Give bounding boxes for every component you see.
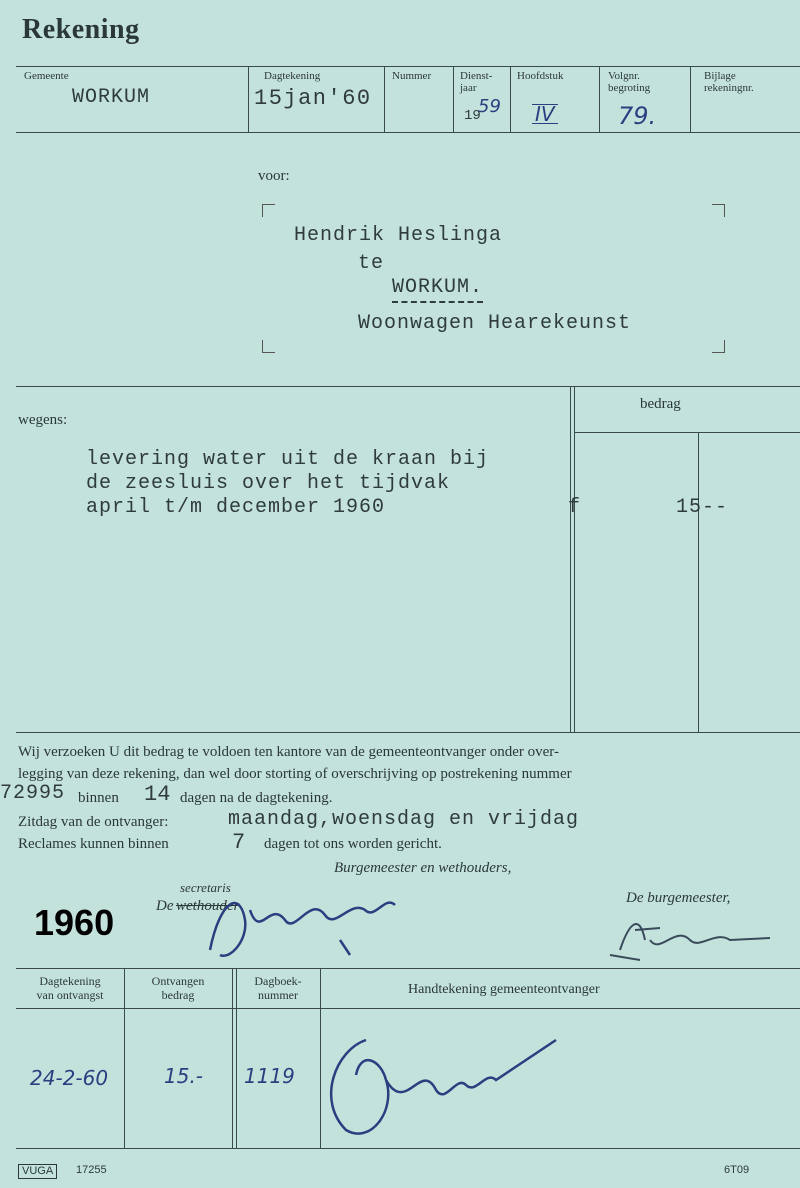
amount-value: 15--: [676, 496, 729, 519]
header-divider: [384, 66, 385, 132]
bijlage-label-2: rekeningnr.: [704, 82, 754, 94]
receipt-header-rule: [16, 1008, 800, 1009]
receipt-divider: [232, 968, 233, 1148]
volgnr-value: 79.: [618, 102, 657, 130]
dienstjaar-prefix: 19: [464, 108, 481, 124]
volgnr-label-2: begroting: [608, 82, 651, 94]
instructions-line-2: legging van deze rekening, dan wel door storting of overschrijving op postrekening nummer: [18, 766, 572, 782]
form-number: 17255: [76, 1164, 107, 1176]
receipt-divider: [124, 968, 125, 1148]
receipt-col3-line1: Dagboek-: [254, 974, 302, 988]
publisher-badge: VUGA: [18, 1164, 57, 1179]
wegens-top-rule: [16, 386, 800, 387]
recipient-te: te: [358, 252, 385, 275]
postrekening-number: 72995: [0, 782, 66, 805]
address-corner-bl: [262, 340, 275, 353]
receipt-col2-label: [126, 974, 230, 1002]
address-corner-br: [712, 340, 725, 353]
receipt-col2-line1: Ontvangen: [151, 974, 205, 988]
reclames-text: Reclames kunnen binnen: [18, 836, 169, 852]
gemeente-label: Gemeente: [24, 70, 69, 82]
instructions-line-1: Wij verzoeken U dit bedrag te voldoen ten kantore van de gemeenteontvanger onder over-: [18, 744, 559, 760]
bedrag-label: bedrag: [640, 396, 681, 412]
header-divider: [248, 66, 249, 132]
voor-label: voor:: [258, 168, 290, 184]
recipient-name: Hendrik Heslinga: [294, 224, 503, 247]
header-top-rule: [16, 66, 800, 67]
receipt-top-rule: [16, 968, 800, 969]
bedrag-column-left-inner: [574, 386, 575, 732]
ontvanger-signature: [316, 1020, 566, 1150]
address-corner-tl: [262, 204, 275, 217]
recipient-place: WORKUM.: [392, 276, 483, 303]
hoofdstuk-label: Hoofdstuk: [517, 70, 564, 82]
currency-sign: f: [568, 496, 582, 519]
header-divider: [690, 66, 691, 132]
de-label: De: [156, 898, 174, 914]
dagtekening-label: Dagtekening: [264, 70, 321, 82]
secretaris-label: secretaris: [180, 880, 231, 895]
dagtekening-text: dagen na de dagtekening.: [180, 790, 333, 806]
reclames-tail: dagen tot ons worden gericht.: [264, 836, 442, 852]
zitdag-value: maandag,woensdag en vrijdag: [228, 808, 580, 831]
de-burgemeester-label: De burgemeester,: [626, 890, 731, 906]
hoofdstuk-value: IV: [532, 104, 558, 124]
dienstjaar-hand: 59: [478, 96, 501, 117]
receipt-col3-line2: nummer: [258, 988, 298, 1002]
dienstjaar-label-2: jaar: [460, 82, 477, 94]
wegens-label: wegens:: [18, 412, 68, 428]
zitdag-label: Zitdag van de ontvanger:: [18, 814, 169, 830]
wethouder-struck-label: wethouder: [176, 898, 240, 914]
secretaris-signature: [190, 880, 420, 970]
header-bottom-rule: [16, 132, 800, 133]
receipt-date: 24-2-60: [30, 1066, 109, 1090]
header-divider: [510, 66, 511, 132]
binnen-text: binnen: [78, 790, 119, 806]
receipt-col2-line2: bedrag: [161, 988, 195, 1002]
year-stamp: 1960: [34, 902, 115, 943]
gemeente-value: WORKUM: [72, 86, 151, 109]
receipt-dagboek: 1119: [244, 1064, 295, 1088]
receipt-col1-label: [18, 974, 122, 1002]
receipt-col4-label: Handtekening gemeenteontvanger: [408, 982, 600, 997]
dagtekening-value: 15jan'60: [254, 86, 372, 111]
description-line-2: de zeesluis over het tijdvak: [86, 472, 451, 495]
receipt-col1-line2: van ontvangst: [36, 988, 104, 1002]
receipt-col1-line1: Dagtekening: [39, 974, 101, 988]
receipt-divider: [236, 968, 237, 1148]
bijlage-label-1: Bijlage: [704, 70, 736, 82]
reclames-days: 7: [232, 830, 246, 855]
bedrag-column-left: [570, 386, 571, 732]
form-code: 6T09: [724, 1164, 750, 1176]
instructions-top-rule: [16, 732, 800, 733]
nummer-label: Nummer: [392, 70, 432, 82]
header-divider: [453, 66, 454, 132]
bedrag-cents-divider: [698, 432, 699, 732]
bedrag-header-rule: [574, 432, 800, 433]
header-divider: [599, 66, 600, 132]
description-line-3: april t/m december 1960: [86, 496, 386, 519]
days-value: 14: [144, 782, 171, 807]
volgnr-label-1: Volgnr.: [608, 70, 640, 82]
burgemeester-signature: [600, 900, 780, 970]
document-title: Rekening: [22, 14, 140, 45]
description-line-1: levering water uit de kraan bij: [86, 448, 490, 471]
receipt-col3-label: [238, 974, 318, 1002]
address-corner-tr: [712, 204, 725, 217]
dienstjaar-label-1: Dienst-: [460, 70, 493, 82]
burgemeester-wethouders-label: Burgemeester en wethouders,: [334, 860, 512, 876]
receipt-amount: 15.-: [164, 1064, 204, 1088]
recipient-description: Woonwagen Hearekeunst: [358, 312, 632, 335]
